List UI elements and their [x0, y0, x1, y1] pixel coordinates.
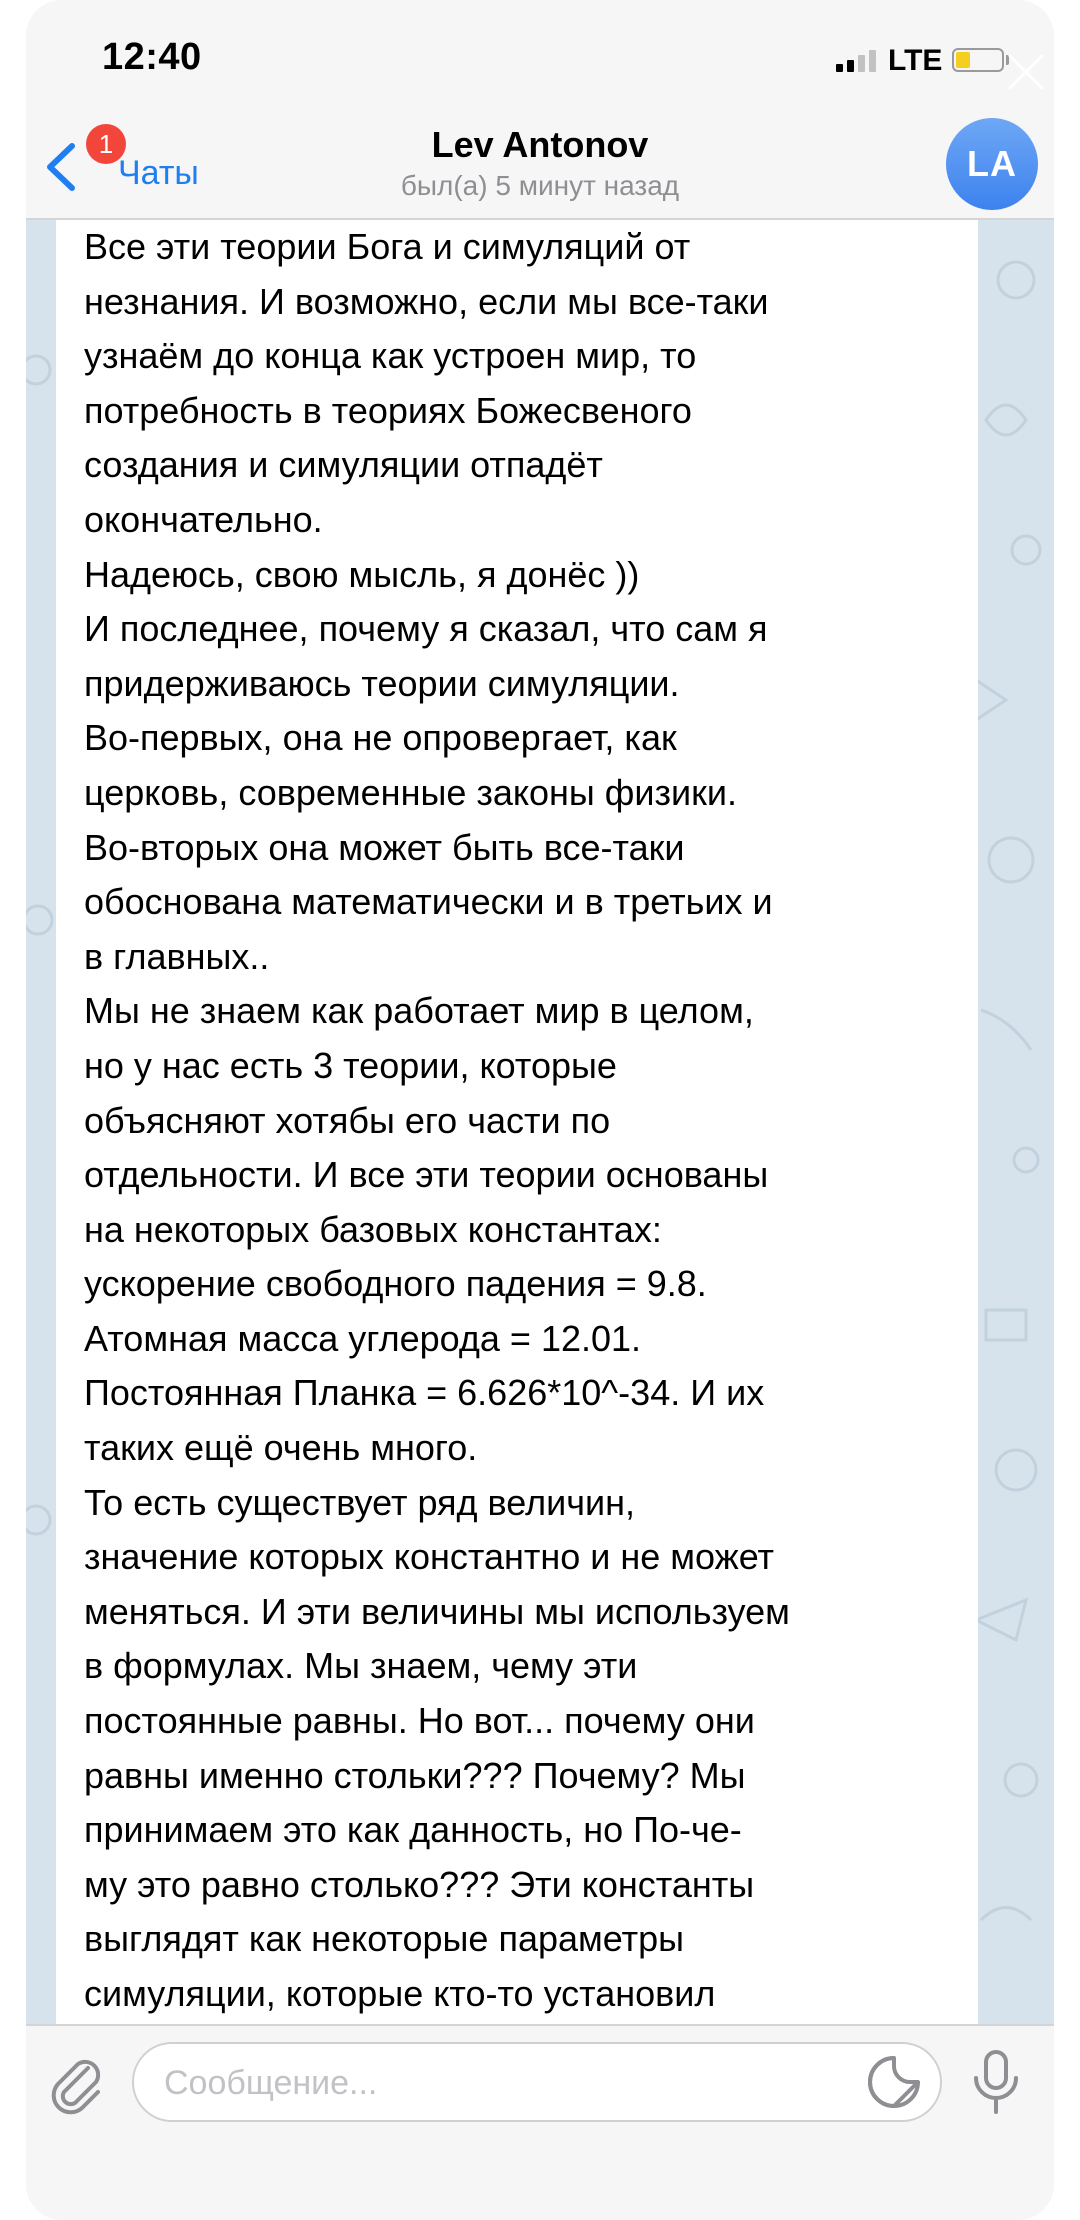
chat-area[interactable] — [26, 220, 1054, 2024]
contact-name[interactable]: Lev Antonov — [431, 124, 649, 165]
message-line: придерживаюсь теории симуляции. — [84, 662, 680, 704]
sticker-icon[interactable] — [866, 2054, 922, 2110]
message-line: на некоторых базовых константах: — [84, 1208, 662, 1250]
signal-bar — [847, 60, 854, 72]
message-line: создания и симуляции отпадёт — [84, 444, 603, 486]
battery-level — [956, 52, 970, 68]
close-icon[interactable] — [998, 44, 1054, 100]
message-line: меняться. И эти величины мы используем — [84, 1590, 790, 1632]
message-line: равны именно стольки??? Почему? Мы — [84, 1754, 746, 1796]
message-line: То есть существует ряд величин, — [84, 1481, 635, 1523]
message-input-placeholder: Сообщение... — [164, 2064, 378, 2102]
back-label: Чаты — [118, 154, 199, 192]
message-line: И последнее, почему я сказал, что сам я — [84, 608, 768, 650]
message-line: выглядят как некоторые параметры — [84, 1918, 684, 1960]
signal-strength-icon — [836, 50, 876, 72]
message-line: церковь, современные законы физики. — [84, 771, 738, 813]
message-line: Мы не знаем как работает мир в целом, — [84, 990, 754, 1032]
last-seen-status: был(а) 5 минут назад — [400, 170, 680, 201]
message-line: потребность в теориях Божесвеного — [84, 389, 692, 431]
message-line: объясняют хотябы его части по — [84, 1099, 611, 1141]
message-line: Постоянная Планка = 6.626*10^-34. И их — [84, 1372, 765, 1414]
network-type: LTE — [888, 44, 943, 77]
message-line: значение которых константно и не может — [84, 1536, 775, 1578]
message-bubble[interactable] — [56, 220, 978, 2024]
message-line: в формулах. Мы знаем, чему эти — [84, 1645, 638, 1687]
message-line: но у нас есть 3 теории, которые — [84, 1044, 617, 1086]
message-line: незнания. И возможно, если мы все-таки — [84, 280, 769, 322]
message-line: окончательно. — [84, 498, 323, 540]
microphone-icon[interactable] — [966, 2048, 1026, 2118]
chat-header — [26, 110, 1054, 220]
unread-badge: 1 — [86, 124, 126, 164]
status-bar — [26, 0, 1054, 110]
phone-screen — [26, 0, 1054, 2220]
message-line: му это равно столько??? Эти константы — [84, 1863, 755, 1905]
message-line: Надеюсь, свою мысль, я донёс )) — [84, 553, 640, 595]
message-line: Атомная масса углерода = 12.01. — [84, 1317, 642, 1359]
message-line: Во-вторых она может быть все-таки — [84, 826, 685, 868]
status-time: 12:40 — [102, 36, 202, 78]
signal-bar — [869, 50, 876, 72]
message-line: таких ещё очень много. — [84, 1427, 478, 1469]
message-line: узнаём до конца как устроен мир, то — [84, 335, 697, 377]
avatar[interactable]: LA — [946, 118, 1038, 210]
chevron-left-icon — [44, 142, 78, 192]
signal-bar — [836, 64, 843, 72]
message-line: Во-первых, она не опровергает, как — [84, 717, 677, 759]
message-line: принимаем это как данность, но По-че- — [84, 1809, 742, 1851]
message-line: симуляции, которые кто-то установил — [84, 1973, 716, 2014]
message-line: Все эти теории Бога и симуляций от — [84, 226, 691, 267]
back-button[interactable] — [44, 124, 224, 204]
message-input-bar — [26, 2024, 1054, 2220]
message-line: обоснована математически и в третьих и — [84, 881, 773, 923]
message-line: отдельности. И все эти теории основаны — [84, 1154, 769, 1196]
message-text — [84, 220, 954, 2022]
message-input[interactable] — [132, 2042, 942, 2122]
battery-icon — [952, 48, 1004, 72]
signal-bar — [858, 55, 865, 72]
message-line: в главных.. — [84, 935, 270, 977]
message-line: ускорение свободного падения = 9.8. — [84, 1263, 707, 1305]
message-line: постоянные равны. Но вот... почему они — [84, 1700, 755, 1742]
paperclip-icon[interactable] — [48, 2054, 108, 2118]
